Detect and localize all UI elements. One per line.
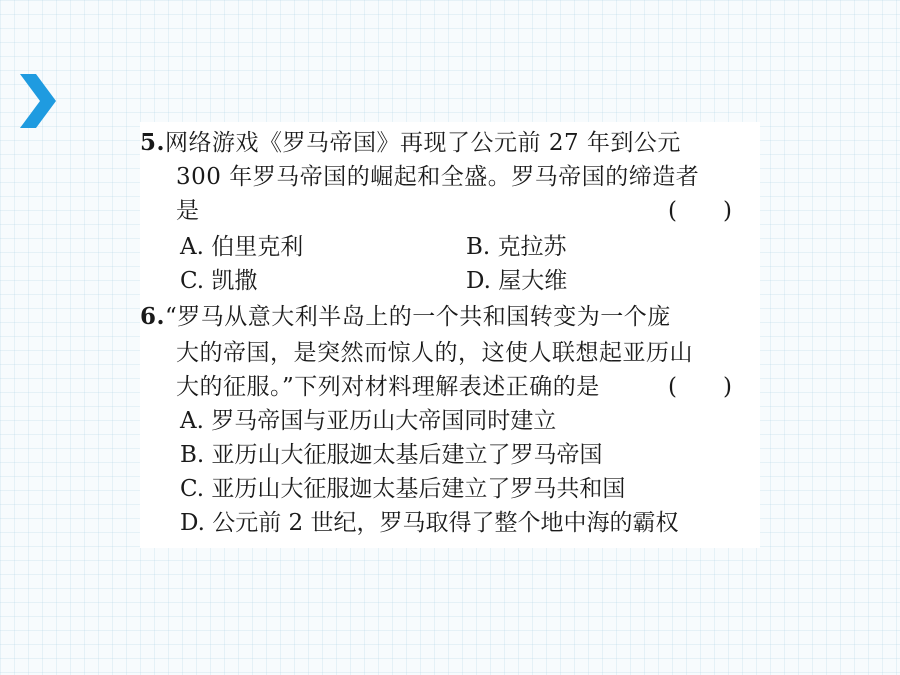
q5-line-3: 是 [176, 198, 200, 224]
q6-option-b[interactable]: B. 亚历山大征服迦太基后建立了罗马帝国 [180, 442, 603, 468]
q6-answer-paren[interactable]: ( ) [668, 374, 732, 400]
q6-line-2: 大的帝国，是突然而惊人的，这使人联想起亚历山 [176, 340, 693, 366]
q6-option-d[interactable]: D. 公元前 2 世纪，罗马取得了整个地中海的霸权 [180, 510, 679, 536]
q5-number: 5. [140, 129, 166, 156]
q6-option-c[interactable]: C. 亚历山大征服迦太基后建立了罗马共和国 [180, 476, 626, 502]
q6-number: 6. [140, 303, 166, 330]
q6-option-a[interactable]: A. 罗马帝国与亚历山大帝国同时建立 [180, 408, 557, 434]
q5-option-b[interactable]: B. 克拉苏 [466, 234, 567, 260]
q6-line-3: 大的征服。”下列对材料理解表述正确的是 [176, 374, 600, 400]
q5-line-2: 300 年罗马帝国的崛起和全盛。罗马帝国的缔造者 [176, 164, 700, 190]
q6-line-1: 6.“罗马从意大利半岛上的一个共和国转变为一个庞 [140, 303, 671, 330]
q5-option-a[interactable]: A. 伯里克利 [180, 234, 304, 260]
chevron-right-icon[interactable] [18, 72, 58, 130]
q5-option-c[interactable]: C. 凯撒 [180, 268, 258, 294]
q5-answer-paren[interactable]: ( ) [668, 198, 732, 224]
q5-option-d[interactable]: D. 屋大维 [466, 268, 568, 294]
q5-line-1: 5.网络游戏《罗马帝国》再现了公元前 27 年到公元 [140, 129, 681, 156]
question-page [140, 122, 760, 548]
